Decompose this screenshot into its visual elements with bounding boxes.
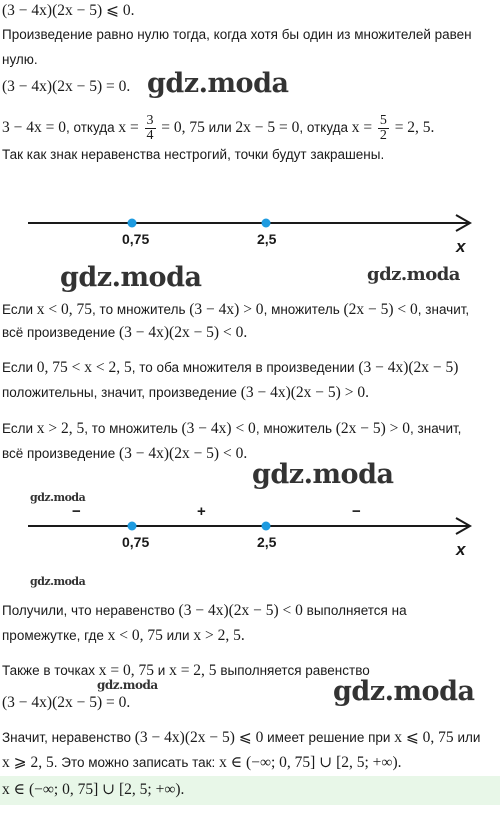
watermark: gdz.moda	[60, 262, 202, 293]
number-line-1	[0, 198, 500, 258]
conclusion-line-1: Получили, что неравенство (3 − 4x)(2x − 5) < 0 выполняется на	[2, 602, 407, 619]
roots-line: 3 − 4x = 0, откуда x = $\frac{3}{4}$ = 0, 75 или 2x − 5 = 0, откуда x = $\frac{5}{2}$ = 2, 5.	[2, 113, 435, 143]
sign-plus-middle: +	[197, 503, 206, 520]
answer-box	[0, 776, 500, 805]
equality-equation: (3 − 4x)(2x − 5) = 0.	[2, 694, 131, 711]
case-1-line-2: всё произведение (3 − 4x)(2x − 5) < 0.	[2, 324, 248, 341]
case-2-line-2: положительны, значит, произведение (3 − 4x)(2x − 5) > 0.	[2, 384, 369, 401]
equality-points-line: Также в точках x = 0, 75 и x = 2, 5 выполняется равенство	[2, 662, 370, 679]
inequality-statement: (3 − 4x)(2x − 5) ⩽ 0.	[2, 2, 135, 19]
case-3-line-2: всё произведение (3 − 4x)(2x − 5) < 0.	[2, 445, 248, 462]
axis-label-x: x	[456, 540, 466, 559]
watermark: gdz.moda	[147, 68, 289, 99]
conclusion-line-2: промежутке, где x < 0, 75 или x > 2, 5.	[2, 627, 245, 644]
final-answer: x ∈ (−∞; 0, 75] ∪ [2, 5; +∞).	[2, 781, 185, 798]
axis-label-x: x	[456, 237, 466, 256]
case-1-line-1: Если x < 0, 75, то множитель (3 − 4x) > 0, множитель (2x − 5) < 0, значит,	[2, 301, 470, 318]
label-0-75: 0,75	[122, 231, 150, 247]
explanation-text-cont: нулю.	[2, 52, 38, 67]
watermark: gdz.moda	[367, 264, 460, 285]
fraction-3-4: $\frac{3}{4}$	[146, 113, 154, 143]
fraction-5-2: $\frac{5}{2}$	[379, 113, 387, 143]
point-2-5	[262, 219, 271, 228]
closed-points-note: Так как знак неравенства нестрогий, точки будут закрашены.	[2, 147, 385, 162]
sign-minus-right: −	[352, 503, 361, 520]
solution-line-1: Значит, неравенство (3 − 4x)(2x − 5) ⩽ 0 имеет решение при x ⩽ 0, 75 или	[2, 729, 481, 746]
case-2-line-1: Если 0, 75 < x < 2, 5, то оба множителя в произведении (3 − 4x)(2x − 5)	[2, 359, 459, 376]
label-2-5: 2,5	[257, 231, 277, 247]
watermark: gdz.moda	[97, 678, 158, 692]
explanation-text: Произведение равно нулю тогда, когда хотя бы один из множителей равен	[2, 27, 472, 42]
watermark: gdz.moda	[30, 491, 86, 504]
watermark: gdz.moda	[333, 676, 475, 707]
point-0-75	[128, 219, 137, 228]
number-line-2	[0, 500, 500, 562]
watermark: gdz.moda	[252, 459, 394, 490]
sign-minus-left: −	[72, 503, 81, 520]
point-0-75	[128, 522, 137, 531]
case-3-line-1: Если x > 2, 5, то множитель (3 − 4x) < 0, множитель (2x − 5) > 0, значит,	[2, 420, 462, 437]
equation-zero: (3 − 4x)(2x − 5) = 0.	[2, 78, 131, 95]
solution-line-2: x ⩾ 2, 5. Это можно записать так: x ∈ (−∞; 0, 75] ∪ [2, 5; +∞).	[2, 754, 402, 771]
watermark: gdz.moda	[30, 575, 86, 588]
label-2-5: 2,5	[257, 534, 277, 550]
point-2-5	[262, 522, 271, 531]
label-0-75: 0,75	[122, 534, 150, 550]
